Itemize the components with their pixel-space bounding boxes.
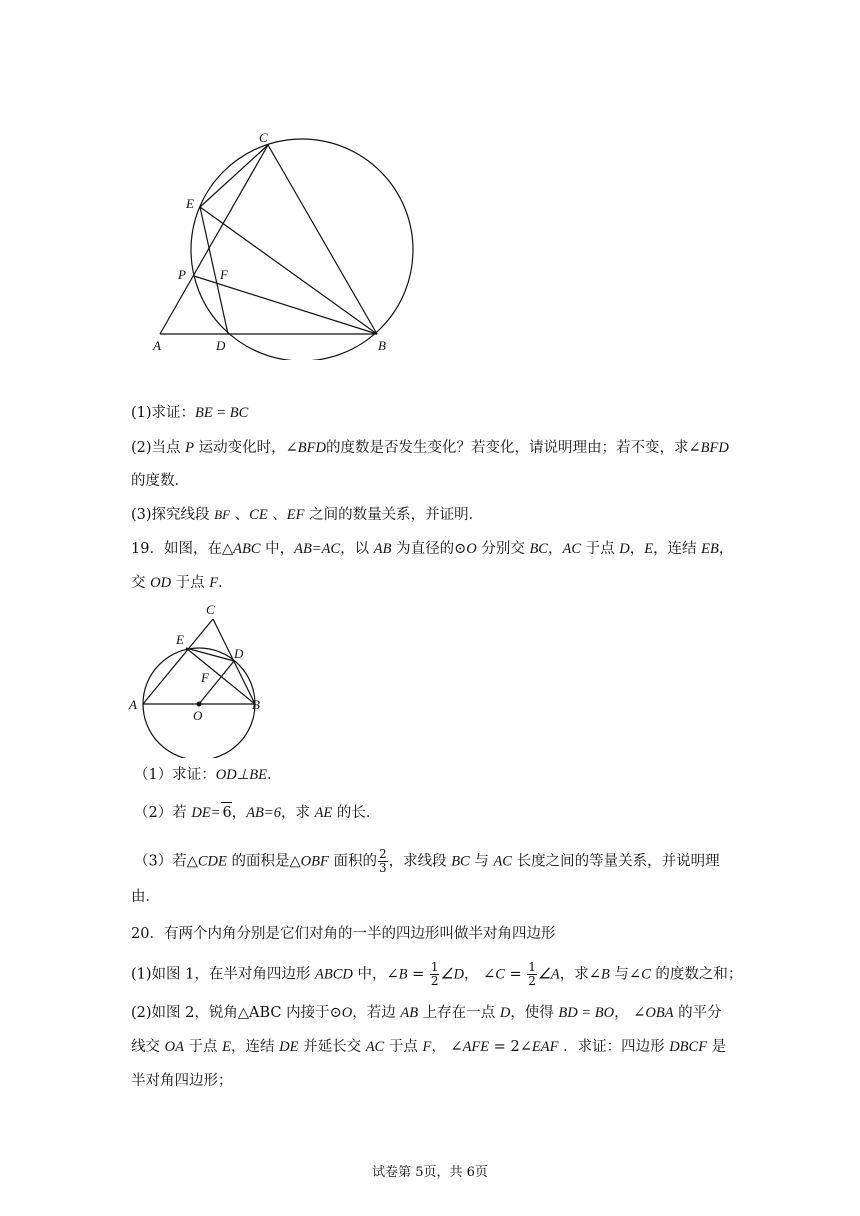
label-b: B	[252, 697, 260, 712]
label-c: C	[259, 130, 268, 145]
label-o: O	[193, 708, 203, 723]
figure-1-circle-diagram	[140, 120, 430, 360]
segment-ec	[200, 145, 268, 207]
label-d: D	[216, 338, 226, 353]
label-e: E	[176, 632, 184, 647]
label-c: C	[206, 602, 215, 617]
q20-part2-line3: 半对角四边形；	[131, 1073, 233, 1089]
q19-part3-cont: 由．	[131, 889, 160, 905]
q19-stem-line1: 19．如图，在△ABC 中，AB=AC，以 AB 为直径的⊙O 分别交 BC，AC 于点 D，E，连结 EB，	[131, 541, 734, 557]
label-f: F	[220, 267, 228, 282]
figure-1-lines	[160, 139, 413, 360]
q19-part1: （1）求证：OD⊥BE．	[134, 767, 282, 783]
q20-part2-line2: 线交 OA 于点 E，连结 DE 并延长交 AC 于点 F， ∠AFE = 2∠EAF ．求证：四边形 DBCF 是	[131, 1039, 727, 1055]
fraction-two-thirds: $\frac{2}{3}$	[378, 847, 387, 875]
q18-part3: (3)探究线段 BF 、CE 、EF 之间的数量关系，并证明．	[131, 507, 484, 523]
label-e: E	[186, 196, 194, 211]
segment-bc	[268, 145, 377, 334]
circle-o	[191, 139, 413, 360]
q20-part2: (2)如图 2，锐角△ABC 内接于⊙O，若边 AB 上存在一点 D，使得 BD = BO， ∠OBA 的平分	[131, 1005, 722, 1021]
label-d: D	[234, 646, 244, 661]
figure-2-lines	[143, 619, 255, 758]
q18-part2: (2)当点 P 运动变化时，∠BFD的度数是否发生变化？若变化，请说明理由；若不变，求∠BFD	[131, 440, 729, 456]
label-a: A	[153, 338, 161, 353]
label-a: A	[129, 697, 137, 712]
segment-ac	[160, 145, 268, 334]
page-footer: 试卷第 5页，共 6页	[372, 1165, 488, 1180]
q18-part1: (1)求证：BE = BC	[131, 405, 249, 421]
q19-part2: （2）若 DE= 6，AB=6，求 AE 的长．	[134, 802, 380, 823]
q18-part2-cont: 的度数．	[131, 473, 189, 489]
q19-stem-line2: 交 OD 于点 F．	[131, 575, 233, 591]
q20-title: 20．有两个内角分别是它们对角的一半的四边形叫做半对角四边形	[131, 926, 556, 942]
label-f: F	[201, 670, 209, 685]
q20-part1: (1)如图 1，在半对角四边形 ABCD 中，∠B = $\frac{1}{2}$ ∠D， ∠C = $\frac{1}{2}$ ∠A，求∠B 与∠C 的度数之和；	[131, 960, 743, 988]
segment-eb	[186, 648, 255, 704]
label-b: B	[378, 338, 386, 353]
center-dot	[197, 702, 202, 707]
figure-2-circle-diagram	[125, 598, 275, 758]
label-p: P	[178, 267, 186, 282]
q19-part3: （3）若△CDE 的面积是△OBF 面积的 $\frac{2}{3}$ ，求线段 BC 与 AC 长度之间的等量关系，并说明理	[134, 847, 720, 875]
